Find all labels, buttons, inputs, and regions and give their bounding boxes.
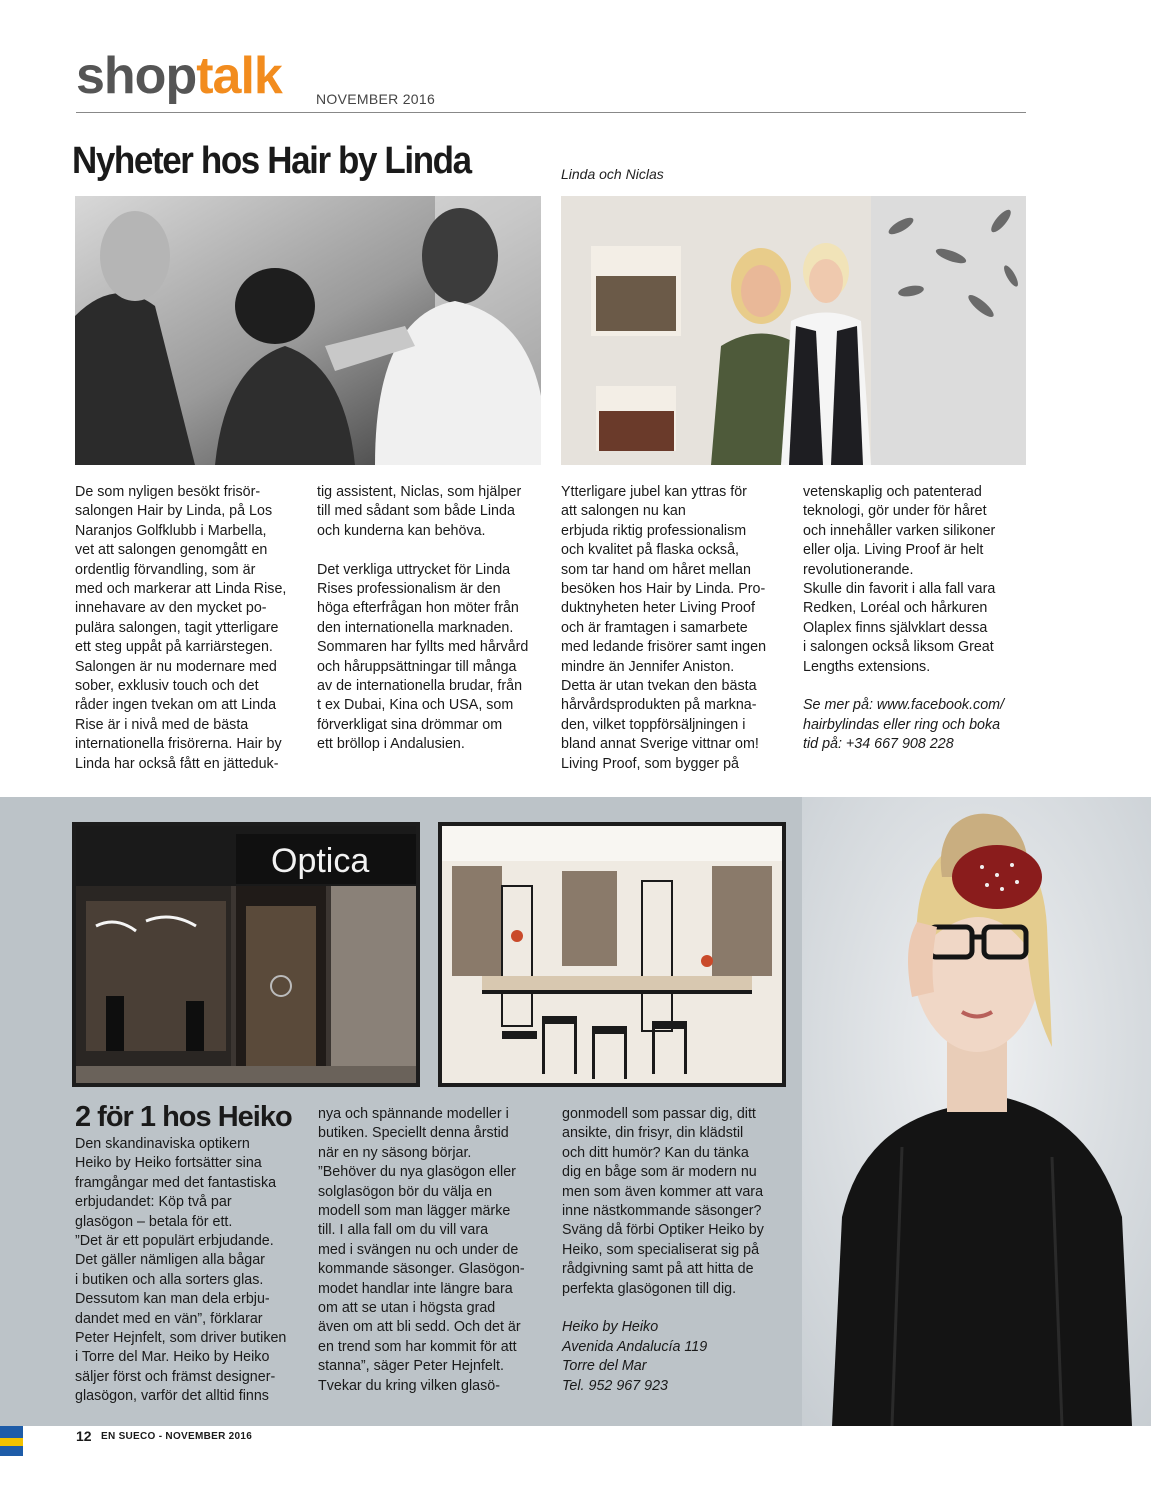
text-line: gonmodell som passar dig, ditt	[562, 1106, 756, 1122]
text-line: De som nyligen besökt frisör-	[75, 484, 261, 500]
text-line: rådgivning samt på att hitta de	[562, 1261, 754, 1278]
text-line: och innehåller varken silikoner	[803, 522, 996, 539]
text-line: men som även kommer att vara	[562, 1183, 764, 1200]
text-line: och kvalitet på flaska också,	[561, 542, 740, 559]
text-line: Sommaren har fyllts med hårvård	[317, 639, 529, 656]
text-line: salongen Hair by Linda, på Los	[75, 503, 273, 520]
text-line: med i svängen nu och under de	[318, 1241, 519, 1258]
text-line: tig assistent, Niclas, som hjälper	[317, 484, 522, 500]
footer-publication: EN SUECO - NOVEMBER 2016	[101, 1431, 253, 1442]
text-line: ansikte, din frisyr, din klädstil	[562, 1125, 744, 1142]
logo-talk: talk	[196, 47, 282, 105]
text-line: ”Det är ett populärt erbjudande.	[75, 1233, 274, 1250]
text-line: modell som man lägger märke	[318, 1203, 511, 1220]
text-line: Redken, Loréal och hårkuren	[803, 600, 988, 617]
text-line: att salongen nu kan	[561, 503, 686, 520]
text-line: bland annat Sverige vittnar om!	[561, 736, 759, 753]
contact-line: tid på: +34 667 908 228	[803, 736, 954, 753]
article2-column-2	[318, 1105, 553, 1396]
text-line: Skulle din favorit i alla fall vara	[803, 581, 996, 598]
contact-line: hairbylindas eller ring och boka	[803, 716, 1001, 733]
text-line: och håruppsättningar till många	[317, 658, 517, 675]
text-line: Sväng då förbi Optiker Heiko by	[562, 1222, 764, 1239]
text-line: perfekta glasögonen till dig.	[562, 1280, 737, 1297]
address-line: Avenida Andalucía 119	[562, 1338, 708, 1355]
text-line: Det verkliga uttrycket för Linda	[317, 561, 511, 578]
text-line: duktnyheten heter Living Proof	[561, 600, 755, 617]
text-line: den, vilket toppförsäljningen i	[561, 716, 746, 733]
text-line: Naranjos Golfklubb i Marbella,	[75, 522, 267, 539]
linda-niclas-photo	[561, 196, 1026, 465]
text-line: mindre än Jennifer Aniston.	[561, 658, 735, 675]
text-line: ett steg uppåt på karriärstegen.	[75, 639, 273, 656]
model-with-glasses-photo	[802, 797, 1151, 1426]
text-line: om att se utan i högsta grad	[318, 1300, 496, 1317]
logo-shop: shop	[76, 47, 197, 105]
text-line: Lengths extensions.	[803, 658, 931, 675]
text-line: Peter Hejnfelt, som driver butiken	[75, 1330, 287, 1347]
text-line: innehavare av den mycket po-	[75, 600, 267, 617]
magazine-section-logo	[76, 47, 282, 105]
article-title: Nyheter hos Hair by Linda	[72, 140, 471, 182]
text-line: revolutionerande.	[803, 561, 914, 578]
issue-date: NOVEMBER 2016	[316, 91, 436, 107]
text-line: Living Proof, som bygger på	[561, 755, 740, 772]
text-line: säljer först och främst designer-	[75, 1368, 276, 1385]
contact-line: Se mer på: www.facebook.com/	[803, 697, 1005, 714]
text-line: i Torre del Mar. Heiko by Heiko	[75, 1349, 270, 1366]
text-line: besöken hos Hair by Linda. Pro-	[561, 581, 766, 598]
text-line: erbjudandet: Köp två par	[75, 1194, 232, 1211]
text-line: t ex Dubai, Kina och USA, som	[317, 697, 514, 714]
text-line: den internationella marknaden.	[317, 619, 514, 636]
text-line: och ditt humör? Kan du tänka	[562, 1144, 749, 1161]
text-line: Det gäller nämligen alla bågar	[75, 1252, 265, 1269]
text-line: dandet med en vän”, förklarar	[75, 1310, 263, 1327]
article1-column-4	[803, 483, 1035, 755]
text-line: Dessutom kan man dela erbju-	[75, 1291, 270, 1308]
optica-storefront-photo	[72, 822, 420, 1087]
text-line: vet att salongen genomgått en	[75, 542, 268, 559]
text-line: hårvårdsprodukten på markna-	[561, 697, 757, 714]
text-line: solglasögon bör du välja en	[318, 1183, 493, 1200]
text-line: även om att bli sedd. Och det är	[318, 1319, 521, 1336]
text-line: framgångar med det fantastiska	[75, 1174, 277, 1191]
text-line: ”Behöver du nya glasögon eller	[318, 1164, 516, 1181]
text-line: förverkligat sina drömmar om	[317, 716, 503, 733]
text-line: inne nästkommande säsonger?	[562, 1203, 762, 1220]
text-line: dig en båge som är modern nu	[562, 1164, 757, 1181]
text-line: pulära salongen, tagit ytterligare	[75, 619, 279, 636]
text-line: Tvekar du kring vilken glasö-	[318, 1377, 500, 1394]
text-line: till med sådant som både Linda	[317, 503, 515, 520]
swedish-flag-stripe	[0, 1438, 23, 1446]
address-line: Torre del Mar	[562, 1358, 647, 1375]
text-line: modet handlar inte längre bara	[318, 1280, 513, 1297]
text-line: som tar hand om håret mellan	[561, 561, 751, 578]
text-line: Ytterligare jubel kan yttras för	[561, 484, 747, 500]
text-line: eller olja. Living Proof är helt	[803, 542, 984, 559]
text-line: höga efterfrågan hon möter från	[317, 600, 519, 617]
text-line: sober, exklusiv touch och det	[75, 678, 259, 695]
text-line: ordentlig förvandling, som är	[75, 561, 256, 578]
text-line: Rise är i nivå med de bästa	[75, 716, 249, 733]
optica-interior-photo	[438, 822, 786, 1087]
text-line: en trend som har kommit för att	[318, 1338, 517, 1355]
text-line: när en ny säsong börjar.	[318, 1144, 472, 1161]
heiko-article-title: 2 för 1 hos Heiko	[75, 1101, 292, 1133]
text-line: Olaplex finns självklart dessa	[803, 619, 988, 636]
text-line: nya och spännande modeller i	[318, 1106, 509, 1122]
text-line: Detta är utan tvekan den bästa	[561, 678, 757, 695]
text-line: glasögon – betala för ett.	[75, 1213, 233, 1230]
text-line: erbjuda riktig professionalism	[561, 522, 747, 539]
address-line: Tel. 952 967 923	[562, 1377, 668, 1394]
text-line: Linda har också fått en jätteduk-	[75, 755, 279, 772]
optica-sign-text: Optica	[271, 842, 370, 880]
text-line: Salongen är nu modernare med	[75, 658, 277, 675]
text-line: Den skandinaviska optikern	[75, 1136, 250, 1152]
text-line: Rises professionalism är den	[317, 581, 501, 598]
text-line: av de internationella brudar, från	[317, 678, 523, 695]
text-line: och kunderna kan behöva.	[317, 522, 486, 539]
article2-column-3	[562, 1105, 792, 1396]
text-line: butiken. Speciellt denna årstid	[318, 1125, 509, 1142]
header-divider	[76, 112, 1026, 113]
text-line: glasögon, varför det alltid finns	[75, 1388, 269, 1405]
text-line: vetenskaplig och patenterad	[803, 484, 982, 500]
photo-caption: Linda och Niclas	[561, 166, 664, 182]
text-line: stanna”, säger Peter Hejnfelt.	[318, 1358, 504, 1375]
text-line: till. I alla fall om du vill vara	[318, 1222, 489, 1239]
article1-column-3	[561, 483, 793, 774]
page-number: 12	[76, 1428, 92, 1444]
text-line: Heiko by Heiko fortsätter sina	[75, 1155, 262, 1172]
text-line: i salongen också liksom Great	[803, 639, 994, 656]
text-line: Heiko, som specialiserat sig på	[562, 1241, 760, 1258]
text-line: i butiken och alla sorters glas.	[75, 1271, 264, 1288]
text-line: ett bröllop i Andalusien.	[317, 736, 465, 753]
text-line: kommande säsonger. Glasögon-	[318, 1261, 525, 1278]
text-line: och är framtagen i samarbete	[561, 619, 748, 636]
text-line: med och markerar att Linda Rise,	[75, 581, 287, 598]
text-line: råder ingen tvekan om att Linda	[75, 697, 277, 714]
article1-column-2	[317, 483, 547, 755]
article1-column-1	[75, 483, 305, 774]
text-line: internationella frisörerna. Hair by	[75, 736, 282, 753]
article2-column-1	[75, 1135, 310, 1407]
text-line: med ledande frisörer samt ingen	[561, 639, 767, 656]
address-line: Heiko by Heiko	[562, 1319, 659, 1336]
text-line: teknologi, gör under för håret	[803, 503, 987, 520]
salon-bw-photo	[75, 196, 541, 465]
